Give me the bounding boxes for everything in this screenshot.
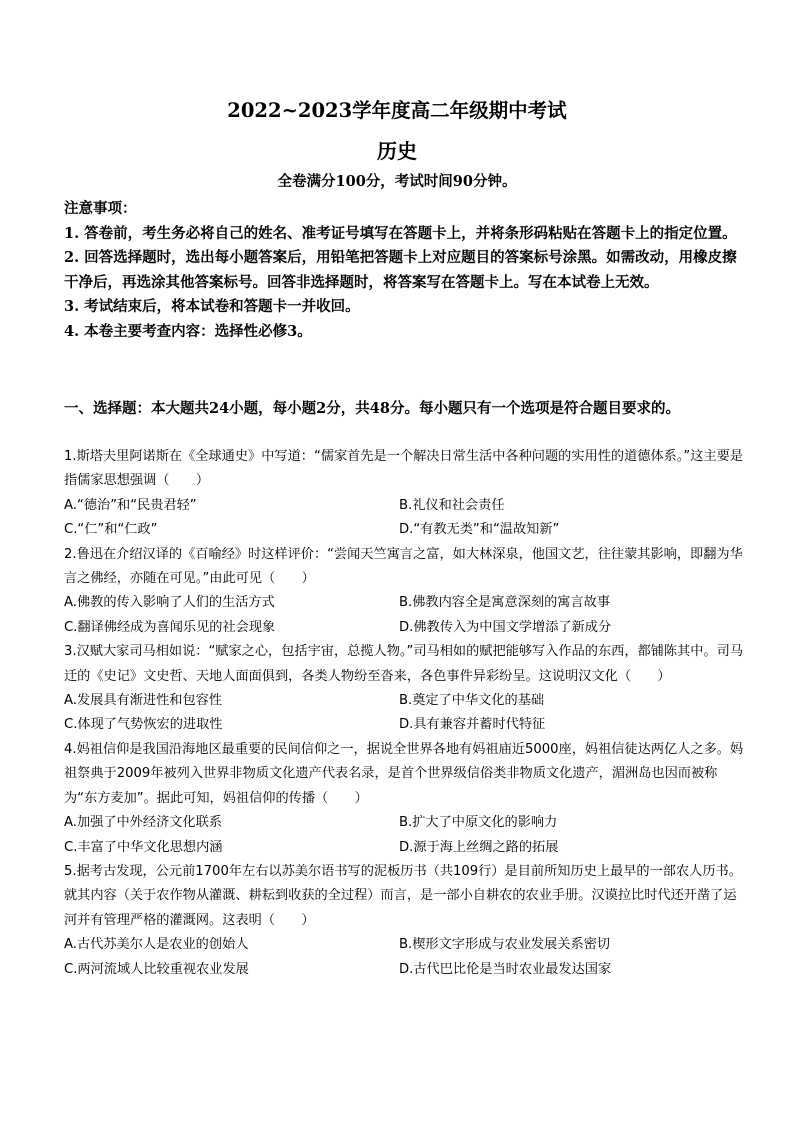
question-1 xyxy=(64,445,744,543)
option-b[interactable]: B.扩大了中原文化的影响力 xyxy=(399,815,558,831)
option-grid xyxy=(64,689,744,738)
question-5 xyxy=(64,860,744,982)
question-list xyxy=(64,445,744,982)
question-3 xyxy=(64,640,744,738)
option-d[interactable]: D.具有兼容并蓄时代特征 xyxy=(399,717,546,733)
option-a[interactable]: A.佛教的传入影响了人们的生活方式 xyxy=(64,595,275,611)
option-d[interactable]: D.“有教无类”和“温故知新” xyxy=(399,522,560,538)
question-stem: 1.斯塔夫里阿诺斯在《全球通史》中写道：“儒家首先是一个解决日常生活中各种问题的实用性的道德体系。”这主要是指儒家思想强调（ ） xyxy=(64,449,744,489)
option-b[interactable]: B.佛教内容全是寓意深刻的寓言故事 xyxy=(399,595,611,611)
question-stem: 4.妈祖信仰是我国沿海地区最重要的民间信仰之一，据说全世界各地有妈祖庙近5000座，妈祖信徒达两亿人之多。妈祖祭典于2009年被列入世界非物质文化遗产代表名录，是首个世界级信俗类非物质文化遗产，湄洲岛也因而被称为“东方麦加”。据此可知，妈祖信仰的传播（ ） xyxy=(64,741,744,806)
option-d[interactable]: D.佛教传入为中国文学增添了新成分 xyxy=(399,619,612,635)
option-b[interactable]: B.礼仪和社会责任 xyxy=(399,497,505,513)
option-a[interactable]: A.“德治”和“民贵君轻” xyxy=(64,497,197,513)
option-grid xyxy=(64,933,744,982)
option-c[interactable]: C.两河流域人比较重视农业发展 xyxy=(64,961,249,977)
option-grid xyxy=(64,494,744,543)
option-a[interactable]: A.古代苏美尔人是农业的创始人 xyxy=(64,937,249,953)
question-2 xyxy=(64,543,744,641)
notes-block xyxy=(64,197,744,344)
option-c[interactable]: C.体现了气势恢宏的进取性 xyxy=(64,717,223,733)
option-a[interactable]: A.加强了中外经济文化联系 xyxy=(64,815,223,831)
exam-title: 2022~2023学年度高二年级期中考试 xyxy=(227,99,567,122)
option-grid xyxy=(64,591,744,640)
notes-heading: 注意事项： xyxy=(64,200,137,217)
option-d[interactable]: D.古代巴比伦是当时农业最发达国家 xyxy=(399,961,612,977)
option-c[interactable]: C.丰富了中华文化思想内涵 xyxy=(64,839,223,855)
score-note: 全卷满分100分，考试时间90分钟。 xyxy=(277,173,517,190)
question-4 xyxy=(64,738,744,860)
section-heading: 一、选择题：本大题共24小题，每小题2分，共48分。每小题只有一个选项是符合题目要求的。 xyxy=(64,400,680,417)
option-c[interactable]: C.“仁”和“仁政” xyxy=(64,522,158,538)
option-b[interactable]: B.奠定了中华文化的基础 xyxy=(399,693,545,709)
question-stem: 3.汉赋大家司马相如说：“赋家之心，包括宇宙，总揽人物。”司马相如的赋把能够写入作品的东西，都铺陈其中。司马迁的《史记》文史哲、天地人面面俱到，各类人物纷至沓来，各色事件异彩纷呈。这说明汉文化（ ） xyxy=(64,644,744,684)
option-a[interactable]: A.发展具有渐进性和包容性 xyxy=(64,693,223,709)
question-stem: 2.鲁迅在介绍汉译的《百喻经》时这样评价：“尝闻天竺寓言之富，如大林深泉，他国文艺，往往蒙其影响，即翻为华言之佛经，亦随在可见。”由此可见（ ） xyxy=(64,546,743,587)
option-grid xyxy=(64,811,744,860)
note-item: 1. 答卷前，考生务必将自己的姓名、准考证号填写在答题卡上，并将条形码粘贴在答题卡上的指定位置。 xyxy=(64,224,737,242)
option-c[interactable]: C.翻译佛经成为喜闻乐见的社会现象 xyxy=(64,619,276,635)
question-stem: 5.据考古发现，公元前1700年左右以苏美尔语书写的泥板历书（共109行）是目前所知历史上最早的一部农人历书。就其内容（关于农作物从灌溉、耕耘到收获的全过程）而言，是一部小自耕农的农业手册。汉谟拉比时代还开凿了运河并有管理严格的灌溉网。这表明（ ） xyxy=(64,863,742,928)
option-b[interactable]: B.楔形文字形成与农业发展关系密切 xyxy=(399,937,611,953)
note-item: 2. 回答选择题时，选出每小题答案后，用铅笔把答题卡上对应题目的答案标号涂黑。如需改动，用橡皮擦干净后，再选涂其他答案标号。回答非选择题时，将答案写在答题卡上。写在本试卷上无效。 xyxy=(64,249,737,291)
option-d[interactable]: D.源于海上丝绸之路的拓展 xyxy=(399,839,559,855)
note-item: 3. 考试结束后，将本试卷和答题卡一并收回。 xyxy=(64,298,360,315)
subject-title: 历史 xyxy=(377,139,417,163)
note-item: 4. 本卷主要考查内容：选择性必修3。 xyxy=(64,322,312,340)
